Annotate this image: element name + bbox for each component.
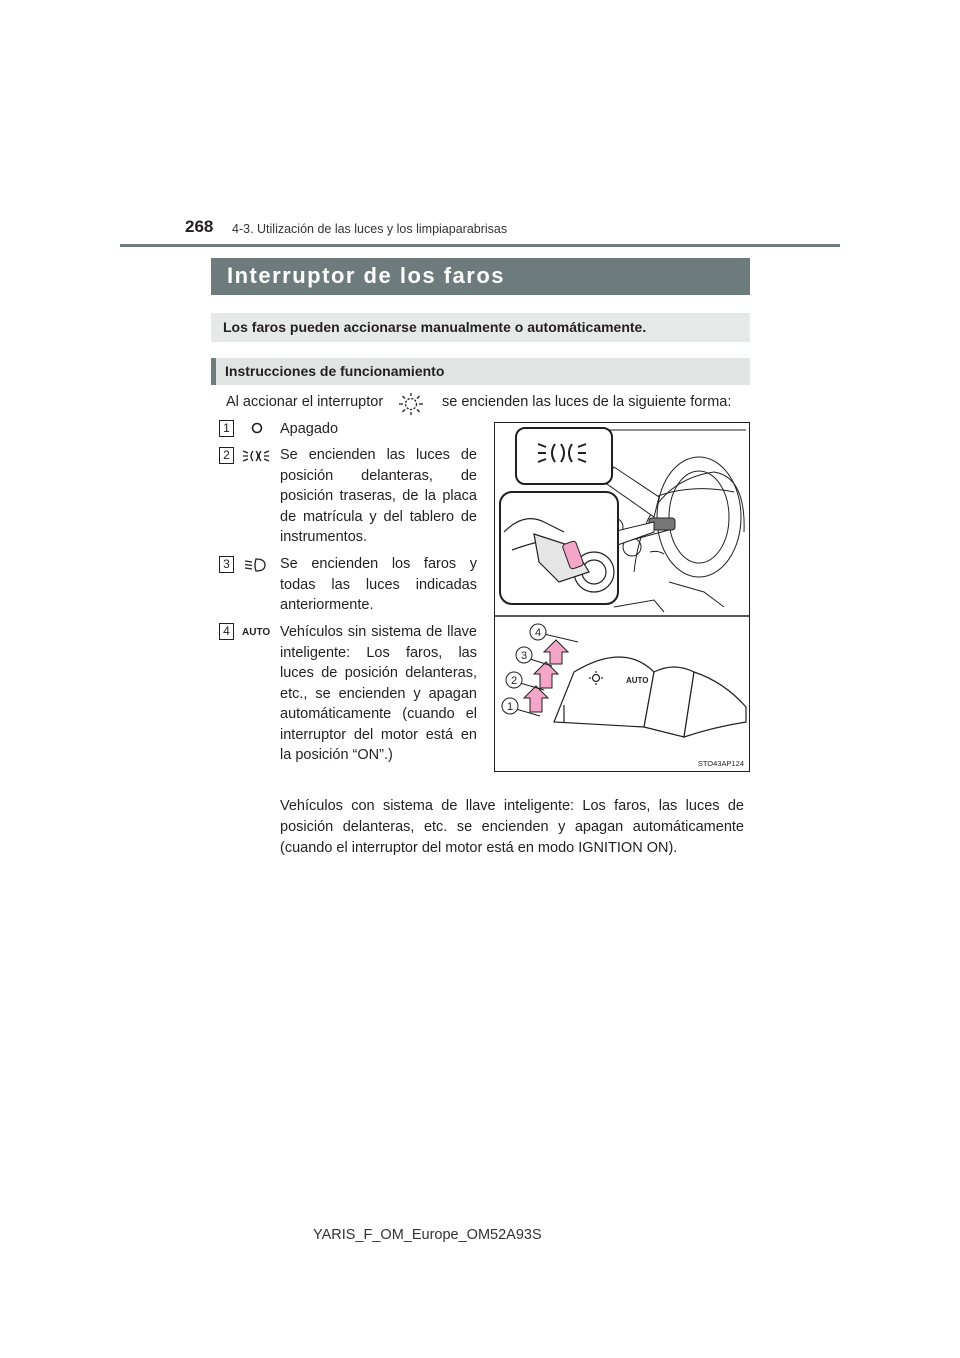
low-beam-icon bbox=[244, 557, 266, 573]
item-text-1: Apagado bbox=[280, 421, 339, 437]
callout-1: 1 bbox=[506, 701, 514, 713]
position-lights-icon bbox=[242, 448, 270, 464]
item-number-3: 3 bbox=[219, 556, 234, 573]
subsection-bar bbox=[211, 358, 750, 385]
intro-box bbox=[211, 313, 750, 342]
callout-2: 2 bbox=[510, 675, 518, 687]
callout-4: 4 bbox=[534, 627, 542, 639]
item-number-2: 2 bbox=[219, 447, 234, 464]
off-circle-icon bbox=[250, 421, 264, 435]
page-number: 268 bbox=[185, 217, 214, 236]
item-number-4: 4 bbox=[219, 623, 234, 640]
section-title-bar bbox=[211, 258, 750, 295]
item-text-2: Se encienden las luces de posición delanteras, de posición traseras, de la placa de matrícula y del tablero de instrumentos. bbox=[280, 447, 477, 545]
headlight-switch-icon bbox=[397, 392, 425, 416]
subsection-title: Instrucciones de funcionamiento bbox=[225, 363, 445, 379]
operation-text-start: Al accionar el interruptor bbox=[226, 394, 384, 410]
callout-3: 3 bbox=[520, 650, 528, 662]
item-number-1: 1 bbox=[219, 420, 234, 437]
intro-text: Los faros pueden accionarse manualmente o automáticamente. bbox=[223, 319, 647, 335]
item-text-4: Vehículos sin sistema de llave inteligente: Los faros, las luces de posición delanteras, etc., se encienden y apagan automáticamente (cuando el interruptor del motor está en la posición “ON”.) bbox=[280, 624, 477, 763]
header-divider bbox=[120, 244, 840, 247]
figure-auto-label: AUTO bbox=[626, 676, 649, 685]
chapter-heading: 4-3. Utilización de las luces y los limpiaparabrisas bbox=[232, 222, 508, 236]
item-text-3: Se encienden los faros y todas las luces indicadas anteriormente. bbox=[280, 556, 477, 613]
headlight-switch-illustration bbox=[494, 422, 750, 772]
auto-label-icon: AUTO bbox=[242, 627, 271, 638]
smart-key-paragraph: Vehículos con sistema de llave inteligente: Los faros, las luces de posición delanteras, etc. se encienden y apagan automáticamente (cuando el interruptor del motor está en modo IGNITION ON). bbox=[280, 798, 744, 856]
document-footer: YARIS_F_OM_Europe_OM52A93S bbox=[313, 1227, 542, 1243]
operation-text-end: se encienden las luces de la siguiente forma: bbox=[442, 394, 732, 410]
figure-code: STO43AP124 bbox=[697, 759, 744, 768]
section-title: Interruptor de los faros bbox=[227, 263, 506, 288]
